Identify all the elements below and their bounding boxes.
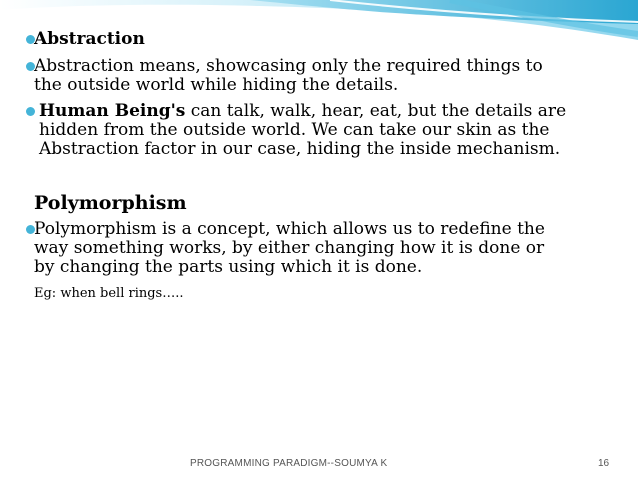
- bullet-line: way something works, by either changing how it is done or: [34, 238, 545, 258]
- bullet-dot: [26, 107, 35, 116]
- bullet-line: the outside world while hiding the details.: [34, 75, 399, 95]
- bullet-line: can talk, walk, hear, eat, but the details are: [185, 101, 567, 121]
- footer-text: PROGRAMMING PARADIGM--SOUMYA K: [190, 458, 388, 469]
- bullet-line: by changing the parts using which it is done.: [34, 257, 423, 277]
- example-text: Eg: when bell rings…..: [34, 286, 184, 301]
- bullet-text: Abstraction: [34, 29, 145, 49]
- section-heading-polymorphism: Polymorphism: [34, 192, 187, 214]
- page-number: 16: [598, 458, 610, 469]
- bullet-line: Abstraction factor in our case, hiding the inside mechanism.: [39, 139, 561, 159]
- bullet-line: hidden from the outside world. We can take our skin as the: [39, 120, 550, 140]
- bullet-line: Abstraction means, showcasing only the required things to: [34, 56, 543, 76]
- bullet-line: Polymorphism is a concept, which allows us to redefine the: [34, 219, 545, 239]
- bold-term: Human Being's: [39, 101, 186, 121]
